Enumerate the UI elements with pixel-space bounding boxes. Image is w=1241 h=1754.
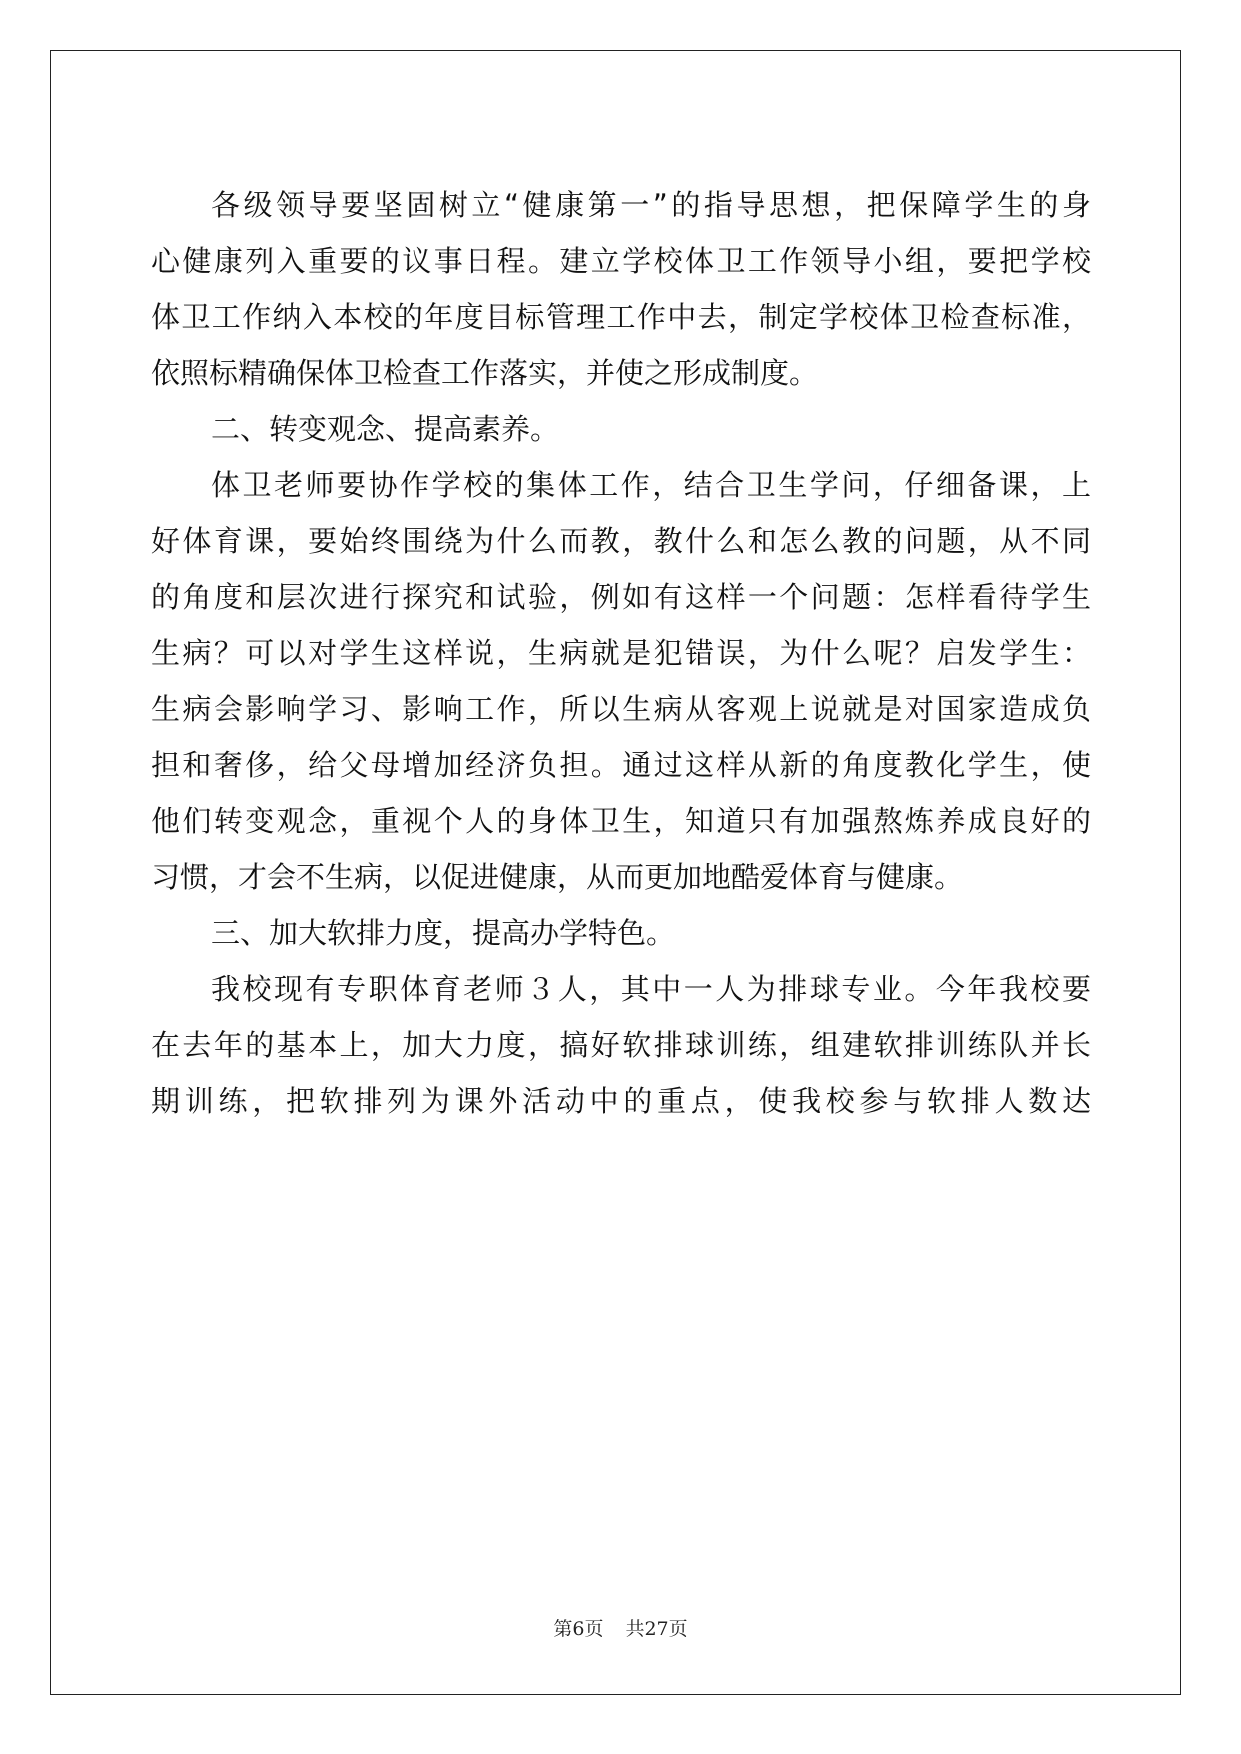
text-line: 好体育课，要始终围绕为什么而教，教什么和怎么教的问题，从不同 [151, 524, 1091, 558]
text-line: 习惯，才会不生病，以促进健康，从而更加地酷爱体育与健康。 [151, 860, 964, 894]
document-body [151, 164, 1091, 1142]
page-footer [0, 1614, 1241, 1641]
text-line: 生病会影响学习、影响工作，所以生病从客观上说就是对国家造成负 [151, 692, 1091, 726]
text-line: 的角度和层次进行探究和试验，例如有这样一个问题：怎样看待学生 [151, 580, 1091, 614]
text-line: 心健康列入重要的议事日程。建立学校体卫工作领导小组，要把学校 [151, 244, 1091, 278]
text-line: 担和奢侈，给父母增加经济负担。通过这样从新的角度教化学生，使 [151, 748, 1091, 782]
page-total: 共27页 [625, 1618, 688, 1640]
text-line: 体卫老师要协作学校的集体工作，结合卫生学问，仔细备课，上 [211, 468, 1091, 502]
text-line: 各级领导要坚固树立“健康第一”的指导思想，把保障学生的身 [211, 188, 1091, 222]
text-line: 他们转变观念，重视个人的身体卫生，知道只有加强熬炼养成良好的 [151, 804, 1091, 838]
text-line: 我校现有专职体育老师３人，其中一人为排球专业。今年我校要 [211, 972, 1091, 1006]
text-line: 依照标精确保体卫检查工作落实，并使之形成制度。 [151, 356, 819, 390]
page-number: 第6页 [553, 1618, 604, 1640]
text-line: 体卫工作纳入本校的年度目标管理工作中去，制定学校体卫检查标准， [151, 300, 1091, 334]
text-line: 二、转变观念、提高素养。 [211, 412, 560, 446]
text-line: 在去年的基本上，加大力度，搞好软排球训练，组建软排训练队并长 [151, 1028, 1091, 1062]
text-line: 三、加大软排力度，提高办学特色。 [211, 916, 676, 950]
text-line: 生病？可以对学生这样说，生病就是犯错误，为什么呢？启发学生： [151, 636, 1091, 670]
text-line: 期训练，把软排列为课外活动中的重点，使我校参与软排人数达 [151, 1084, 1091, 1118]
